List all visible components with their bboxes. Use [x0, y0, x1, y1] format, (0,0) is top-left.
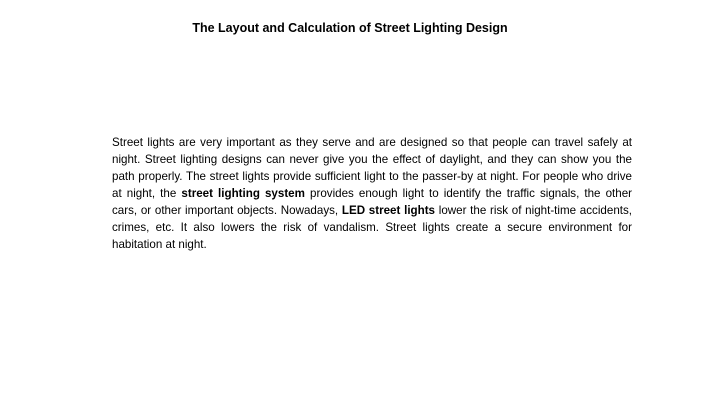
slide-title: The Layout and Calculation of Street Lighting Design — [192, 21, 508, 35]
paragraph-text-1: Street lights are very important as they serve and are designed so that people can travel safely at night. Street lighting designs can never give you the effect of daylight, and they can show you the path properly. The street lights provide sufficient light to the passer-by at night. For people who drive at night, the — [112, 136, 632, 200]
paragraph-text-2: provides enough light to identify the traffic signals, the other cars, or other important objects. Nowadays, — [112, 187, 632, 217]
led-street-lights-link[interactable]: LED street lights — [341, 204, 436, 217]
street-lighting-system-link[interactable]: street lighting system — [181, 187, 305, 200]
body-paragraph — [112, 134, 632, 253]
paragraph-text-3: lower the risk of night-time accidents, crimes, etc. It also lowers the risk of vandalism. Street lights create a secure environment for habitation at night. — [112, 204, 633, 251]
